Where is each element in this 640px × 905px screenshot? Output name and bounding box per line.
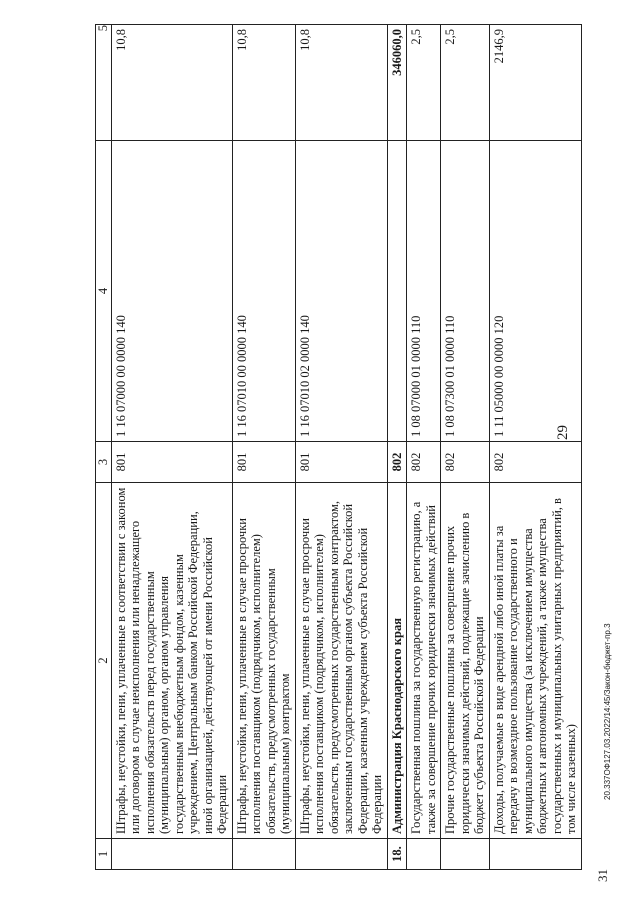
row-name: Штрафы, неустойки, пени, уплаченные в соответствии с законом или договором в случае неисполнения или ненадлежащего исполнения обязательств перед государственным (муниципальным) органом, органом управления государственным внебюджетным фондом, казенным учреждением, Центральным банком Российской Федерации, иной организацией, действующей от имени Российской Федерации (111, 483, 232, 839)
row-sum: 2,5 (407, 25, 441, 141)
row-name: Штрафы, неустойки, пени, уплаченные в случае просрочки исполнения поставщиком (подрядчиком, исполнителем) обязательств, предусмотренных государственным (муниципальным) контрактом (232, 483, 295, 839)
row-name: Государственная пошлина за государственную регистрацию, а также за совершение прочих юридически значимых действий (407, 483, 441, 839)
row-number (489, 839, 581, 870)
row-sum: 10,8 (111, 25, 232, 141)
column-header-5: 5 (96, 25, 112, 141)
row-admin-code: 801 (111, 442, 232, 483)
row-kbk-code: 1 16 07010 00 0000 140 (232, 141, 295, 442)
row-number (407, 839, 441, 870)
table-row (407, 25, 441, 870)
row-kbk-code (387, 141, 407, 442)
table-body (111, 25, 581, 870)
row-sum: 10,8 (295, 25, 387, 141)
rotated-table-frame (95, 25, 620, 870)
row-sum: 346060,0 (387, 25, 407, 141)
row-kbk-code: 1 16 07010 02 0000 140 (295, 141, 387, 442)
table-row (111, 25, 232, 870)
row-admin-code: 802 (441, 442, 490, 483)
row-kbk-code: 1 08 07000 01 0000 110 (407, 141, 441, 442)
page-number: 29 (555, 425, 571, 440)
row-number (232, 839, 295, 870)
row-admin-code: 801 (232, 442, 295, 483)
document-footer-code: 20.337ОФ127.03.2022/14:45/Закон-бюджет-пр.3 (603, 623, 612, 800)
row-number (111, 839, 232, 870)
row-sum: 2,5 (441, 25, 490, 141)
column-header-3: 3 (96, 442, 112, 483)
row-number: 18. (387, 839, 407, 870)
budget-table (95, 24, 582, 870)
row-sum: 2146,9 (489, 25, 581, 141)
table-row (387, 25, 407, 870)
row-admin-code: 802 (407, 442, 441, 483)
column-header-4: 4 (96, 141, 112, 442)
row-name: Доходы, получаемые в виде арендной либо иной платы за передачу в возмездное пользование государственного и муниципального имущества (за исключением имущества бюджетных и автономных учреждений, а также имущества государственных и муниципальных унитарных предприятий, в том числе казенных) (489, 483, 581, 839)
row-admin-code: 802 (489, 442, 581, 483)
row-number (295, 839, 387, 870)
column-number-row (96, 25, 112, 870)
row-admin-code: 802 (387, 442, 407, 483)
table-row (232, 25, 295, 870)
row-sum: 10,8 (232, 25, 295, 141)
table-row (489, 25, 581, 870)
table-row (441, 25, 490, 870)
row-name: Администрация Краснодарского края (387, 483, 407, 839)
row-kbk-code: 1 08 07300 01 0000 110 (441, 141, 490, 442)
row-name: Прочие государственные пошлины за совершение прочих юридически значимых действий, подлежащие зачислению в бюджет субъекта Российской Федерации (441, 483, 490, 839)
row-name: Штрафы, неустойки, пени, уплаченные в случае просрочки исполнения поставщиком (подрядчиком, исполнителем) обязательств, предусмотренных государственным контрактом, заключенным государственным органом субъекта Российской Федерации, казенным учреждением субъекта Российской Федерации (295, 483, 387, 839)
row-kbk-code: 1 11 05000 00 0000 120 (489, 141, 581, 442)
row-number (441, 839, 490, 870)
row-admin-code: 801 (295, 442, 387, 483)
column-header-1: 1 (96, 839, 112, 870)
corner-number: 31 (595, 869, 610, 882)
table-row (295, 25, 387, 870)
row-kbk-code: 1 16 07000 00 0000 140 (111, 141, 232, 442)
column-header-2: 2 (96, 483, 112, 839)
